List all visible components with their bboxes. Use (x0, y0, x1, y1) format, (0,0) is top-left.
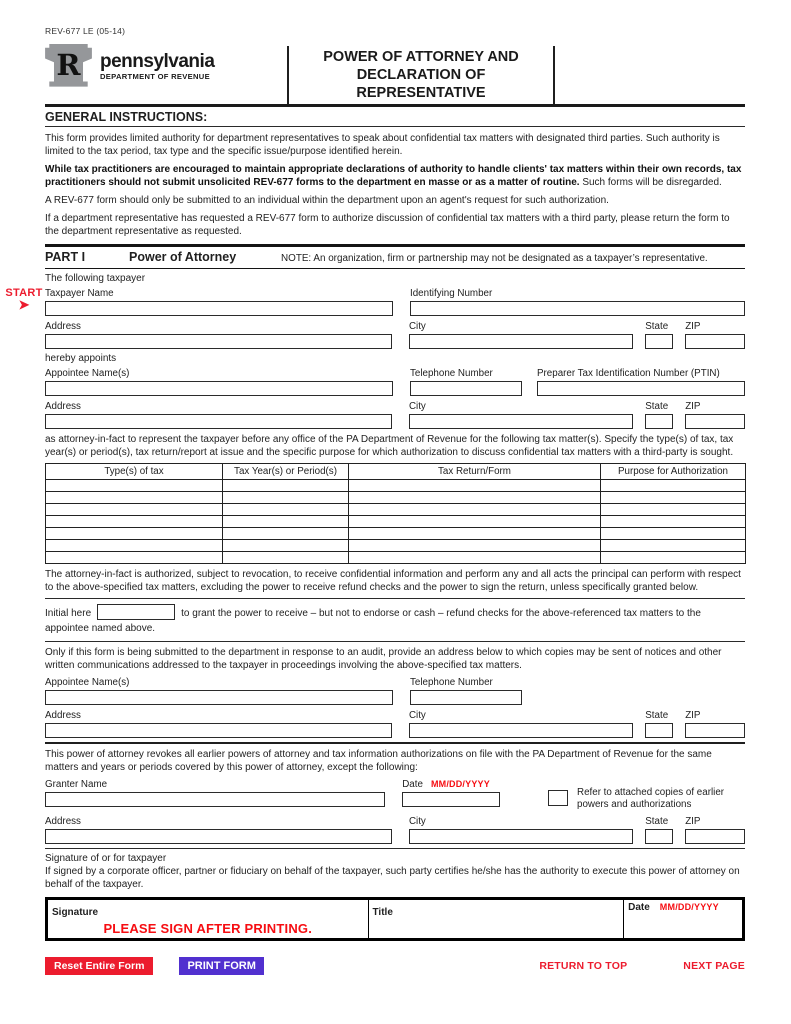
signature-date-format: MM/DD/YYYY (659, 902, 719, 912)
granter-city-label: City (408, 816, 426, 827)
instructions-paragraph-2 (45, 163, 745, 189)
tax-matters-cell[interactable] (46, 480, 223, 492)
granter-city-input[interactable] (409, 829, 633, 844)
taxpayer-city-label: City (408, 321, 426, 332)
granter-address-row (45, 815, 745, 844)
granter-state-input[interactable] (645, 829, 673, 844)
form-code: REV-677 LE (05-14) (45, 26, 126, 36)
title-cell[interactable] (368, 899, 624, 940)
granter-name-label: Granter Name (45, 779, 108, 790)
audit-address-input[interactable] (45, 723, 392, 738)
taxpayer-address-input[interactable] (45, 334, 392, 349)
audit-state-input[interactable] (645, 723, 673, 738)
tax-matters-cell[interactable] (223, 540, 349, 552)
instructions-rule (45, 126, 745, 127)
signature-label: Signature (52, 907, 99, 918)
tax-matters-cell[interactable] (223, 492, 349, 504)
tax-matters-cell[interactable] (601, 528, 746, 540)
audit-city-label: City (408, 710, 426, 721)
identifying-number-input[interactable] (410, 301, 745, 316)
granter-zip-input[interactable] (685, 829, 745, 844)
appointee-city-label: City (408, 401, 426, 412)
form-title-line3: REPRESENTATIVE (356, 85, 486, 101)
initial-section-rule (45, 598, 745, 599)
logo-state-name: pennsylvania (100, 50, 215, 72)
part1-header-bar (45, 244, 745, 269)
audit-state-label: State (645, 710, 669, 721)
tax-matters-table-body (46, 480, 746, 564)
tax-matters-empty-row (46, 492, 746, 504)
audit-appointee-names-input[interactable] (45, 690, 393, 705)
tax-matters-empty-row (46, 504, 746, 516)
granter-date-format: MM/DD/YYYY (430, 779, 490, 789)
taxpayer-name-label: Taxpayer Name (45, 288, 114, 299)
taxpayer-zip-label: ZIP (685, 321, 701, 332)
granter-name-input[interactable] (45, 792, 385, 807)
tax-matters-empty-row (46, 552, 746, 564)
signature-section-rule (45, 848, 745, 849)
form-header (45, 44, 745, 104)
tax-matters-cell[interactable] (349, 552, 601, 564)
appointee-state-label: State (645, 401, 669, 412)
ptin-input[interactable] (537, 381, 745, 396)
svg-text:R: R (56, 47, 81, 82)
tax-matters-empty-row (46, 516, 746, 528)
start-arrow-icon: ➤ (18, 297, 30, 312)
logo-department: DEPARTMENT OF REVENUE (100, 71, 210, 81)
appointee-city-input[interactable] (409, 414, 633, 429)
audit-appointee-names-label: Appointee Name(s) (45, 677, 130, 688)
tax-matters-cell[interactable] (601, 540, 746, 552)
audit-city-input[interactable] (409, 723, 633, 738)
instructions-paragraph-1: This form provides limited authority for department representatives to speak about confidential tax matters with designated third parties. Such authority is limited to the tax period, tax type and the specific issue/purpose identified herein. (45, 133, 720, 157)
instructions-paragraph-3: A REV-677 form should only be submitted to an individual within the department upon an agent's request for such authorization. (45, 195, 609, 206)
hereby-appoints-text: hereby appoints (45, 353, 117, 364)
appointee-names-label: Appointee Name(s) (45, 368, 130, 379)
audit-telephone-input[interactable] (410, 690, 522, 705)
tax-matters-cell[interactable] (601, 504, 746, 516)
purpose-header: Purpose for Authorization (601, 464, 746, 480)
appointee-name-row (45, 367, 745, 396)
audit-address-label: Address (45, 710, 81, 721)
attorney-in-fact-paragraph: as attorney-in-fact to represent the taxpayer before any office of the PA Department of Revenue for the following tax matter(s). Specify the type(s) of tax, tax year(s) or period(s), tax return/report at issue and the specific purpose for which authorization to discuss confidential tax matters with a third-party is sought. (45, 434, 734, 458)
initial-here-text: Initial here (45, 608, 92, 619)
signature-cell[interactable] (47, 899, 369, 940)
tax-year-header: Tax Year(s) or Period(s) (223, 464, 349, 480)
initial-here-input[interactable] (97, 604, 175, 620)
reset-form-button[interactable]: Reset Entire Form (45, 957, 153, 975)
initial-here-continuation: to grant the power to receive – but not to endorse or cash – refund checks for the above-referenced tax matters to the appointee named above. (45, 608, 701, 634)
taxpayer-name-row (45, 287, 745, 316)
tax-matters-cell[interactable] (349, 480, 601, 492)
appointee-address-input[interactable] (45, 414, 392, 429)
form-title-line2: DECLARATION OF (356, 67, 486, 83)
initial-here-line (45, 604, 745, 636)
granter-zip-label: ZIP (685, 816, 701, 827)
taxpayer-city-input[interactable] (409, 334, 633, 349)
return-to-top-link[interactable]: RETURN TO TOP (539, 960, 628, 972)
part1-label: PART I (45, 250, 86, 264)
appointee-names-input[interactable] (45, 381, 393, 396)
refer-attached-checkbox[interactable] (548, 790, 568, 806)
title-label: Title (372, 907, 393, 918)
tax-matters-cell[interactable] (223, 504, 349, 516)
tax-matters-cell[interactable] (349, 540, 601, 552)
tax-matters-cell[interactable] (46, 552, 223, 564)
taxpayer-address-label: Address (45, 321, 81, 332)
tax-matters-cell[interactable] (601, 492, 746, 504)
audit-zip-input[interactable] (685, 723, 745, 738)
instructions-paragraph-4: If a department representative has requested a REV-677 form to authorize discussion of confidential tax matters with a third party, please return the form to the department representative as requested. (45, 213, 730, 237)
tax-matters-cell[interactable] (349, 504, 601, 516)
taxpayer-address-row (45, 320, 745, 349)
granter-date-label: Date (402, 779, 423, 790)
granter-state-label: State (645, 816, 669, 827)
tax-matters-empty-row (46, 480, 746, 492)
revoke-paragraph: This power of attorney revokes all earlier powers of attorney and tax information authorizations on file with the PA Department of Revenue for the same matters and years or periods covered by this power of attorney, except the following: (45, 749, 712, 773)
appointee-state-input[interactable] (645, 414, 673, 429)
tax-matters-empty-row (46, 540, 746, 552)
taxpayer-state-label: State (645, 321, 669, 332)
audit-section-rule (45, 641, 745, 642)
appointee-telephone-label: Telephone Number (410, 368, 493, 379)
date-cell[interactable] (624, 899, 744, 940)
tax-matters-cell[interactable] (601, 516, 746, 528)
granter-address-label: Address (45, 816, 81, 827)
audit-telephone-label: Telephone Number (410, 677, 493, 688)
taxpayer-state-input[interactable] (645, 334, 673, 349)
signature-caption: Signature of or for taxpayer (45, 853, 167, 864)
signature-paragraph: If signed by a corporate officer, partner or fiduciary on behalf of the taxpayer, such party certifies he/she has the authority to execute this power of attorney on behalf of the taxpayer. (45, 866, 740, 890)
audit-appointee-name-row (45, 676, 745, 705)
form-footer (45, 957, 745, 975)
taxpayer-zip-input[interactable] (685, 334, 745, 349)
header-rule (45, 104, 745, 107)
tax-matters-cell[interactable] (223, 552, 349, 564)
general-instructions-heading: GENERAL INSTRUCTIONS: (45, 110, 208, 124)
tax-matters-table (45, 463, 746, 564)
start-indicator (5, 287, 43, 311)
tax-type-header: Type(s) of tax (46, 464, 223, 480)
tax-matters-cell[interactable] (46, 528, 223, 540)
tax-matters-empty-row (46, 528, 746, 540)
tax-matters-header-row (46, 464, 746, 480)
logo-wordmark (100, 52, 214, 81)
audit-paragraph: Only if this form is being submitted to the department in response to an audit, provide an address below to which copies may be sent of notices and other written communications addressed to the taxpayer in proceedings involving the above-specified tax matters. (45, 647, 722, 671)
instructions-paragraph-2-rest: Such forms will be disregarded. (579, 177, 722, 188)
tax-matters-cell[interactable] (601, 480, 746, 492)
refer-attached-label: Refer to attached copies of earlier powers and authorizations (577, 787, 725, 810)
granter-date-input[interactable] (402, 792, 500, 807)
keystone-logo-icon (45, 44, 92, 88)
tax-return-header: Tax Return/Form (349, 464, 601, 480)
tax-matters-cell[interactable] (223, 516, 349, 528)
tax-matters-cell[interactable] (601, 552, 746, 564)
tax-matters-cell[interactable] (46, 492, 223, 504)
authorized-paragraph: The attorney-in-fact is authorized, subject to revocation, to receive confidential information and perform any and all acts the principal can perform with respect to the above-specified tax matters, excluding the power to receive refund checks and the power to sign the return, unless specifically granted below. (45, 569, 741, 593)
revoke-section-rule (45, 742, 745, 744)
part1-heading: Power of Attorney (129, 250, 237, 264)
part1-note: NOTE: An organization, firm or partnership may not be designated as a taxpayer’s representative. (281, 253, 708, 264)
next-page-link[interactable]: NEXT PAGE (683, 960, 745, 972)
tax-matters-cell[interactable] (223, 480, 349, 492)
tax-matters-cell[interactable] (46, 540, 223, 552)
tax-matters-cell[interactable] (223, 528, 349, 540)
taxpayer-name-input[interactable] (45, 301, 393, 316)
granter-name-row (45, 778, 745, 811)
instructions-paragraph-2-bold: While tax practitioners are encouraged to maintain appropriate declarations of authority to handle clients' tax matters within their own records, tax practitioners should not submit unsolicited REV-677 forms to the department en masse or as a matter of routine. (45, 164, 742, 188)
tax-matters-cell[interactable] (46, 516, 223, 528)
signature-table (45, 897, 745, 941)
granter-address-input[interactable] (45, 829, 392, 844)
tax-matters-cell[interactable] (349, 492, 601, 504)
appointee-zip-label: ZIP (685, 401, 701, 412)
tax-matters-cell[interactable] (349, 528, 601, 540)
appointee-zip-input[interactable] (685, 414, 745, 429)
ptin-label: Preparer Tax Identification Number (PTIN) (537, 368, 720, 379)
signature-date-label: Date (628, 902, 650, 913)
print-form-button[interactable]: PRINT FORM (179, 957, 263, 975)
sign-after-printing-notice: PLEASE SIGN AFTER PRINTING. (103, 921, 313, 936)
following-taxpayer-text: The following taxpayer (45, 273, 146, 284)
audit-zip-label: ZIP (685, 710, 701, 721)
form-title (287, 46, 555, 104)
tax-matters-cell[interactable] (46, 504, 223, 516)
refer-attached-group (548, 787, 745, 811)
appointee-address-row (45, 400, 745, 429)
form-title-line1: POWER OF ATTORNEY AND (323, 49, 519, 65)
identifying-number-label: Identifying Number (410, 288, 493, 299)
start-label: START (5, 287, 43, 299)
appointee-telephone-input[interactable] (410, 381, 522, 396)
audit-address-row (45, 709, 745, 738)
tax-matters-cell[interactable] (349, 516, 601, 528)
appointee-address-label: Address (45, 401, 81, 412)
